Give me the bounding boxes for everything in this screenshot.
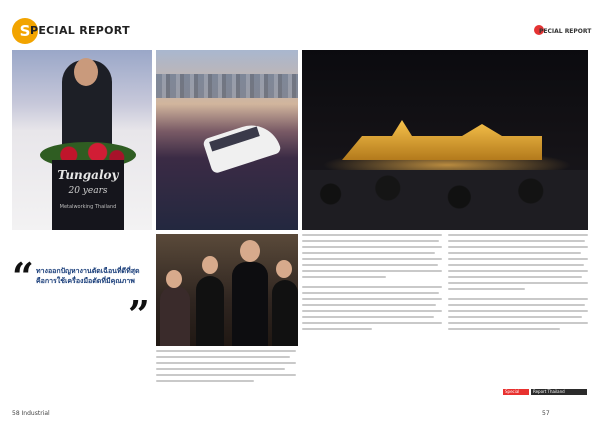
river-cruise-photo xyxy=(156,50,298,230)
temple-silhouette xyxy=(342,120,542,160)
quote-open-mark: “ xyxy=(12,254,34,299)
guest-head xyxy=(240,240,260,262)
podium-logo: Tungaloy xyxy=(57,168,119,182)
cruise-boat xyxy=(202,118,282,174)
guests-photo xyxy=(156,234,298,346)
footer-section-tag: Special xyxy=(503,389,529,395)
guest-figure xyxy=(232,262,268,346)
quote-close-mark: ” xyxy=(128,292,150,337)
footer-section-tag-2: Report Thailand xyxy=(531,389,587,395)
page-number-left: 58 Industrial xyxy=(12,410,50,417)
body-text-column-1 xyxy=(156,350,296,386)
page-number-right: 57 xyxy=(542,410,550,417)
guest-figure xyxy=(196,276,224,346)
podium-years: 20 years xyxy=(68,186,108,196)
podium-caption: Metalworking Thailand xyxy=(59,204,117,210)
section-badge: S xyxy=(12,18,38,44)
guest-figure xyxy=(160,286,190,346)
section-title-right: PECIAL REPORT xyxy=(539,28,592,35)
temple-night-photo xyxy=(302,50,588,230)
pull-quote: ทางออกปัญหางานตัดเฉือนที่ดีที่สุดคือการใช้เครื่องมือตัดที่มีคุณภาพ xyxy=(36,267,140,286)
guest-head xyxy=(166,270,182,288)
body-text-column-3 xyxy=(448,234,588,334)
crowd-silhouette xyxy=(302,170,588,230)
body-text-column-2 xyxy=(302,234,442,334)
guest-head xyxy=(276,260,292,278)
podium xyxy=(52,160,124,230)
guest-figure xyxy=(272,280,298,346)
guest-head xyxy=(202,256,218,274)
speaker-photo xyxy=(12,50,152,230)
section-title: PECIAL REPORT xyxy=(30,24,130,37)
speaker-head xyxy=(74,58,98,86)
city-skyline xyxy=(156,74,298,98)
